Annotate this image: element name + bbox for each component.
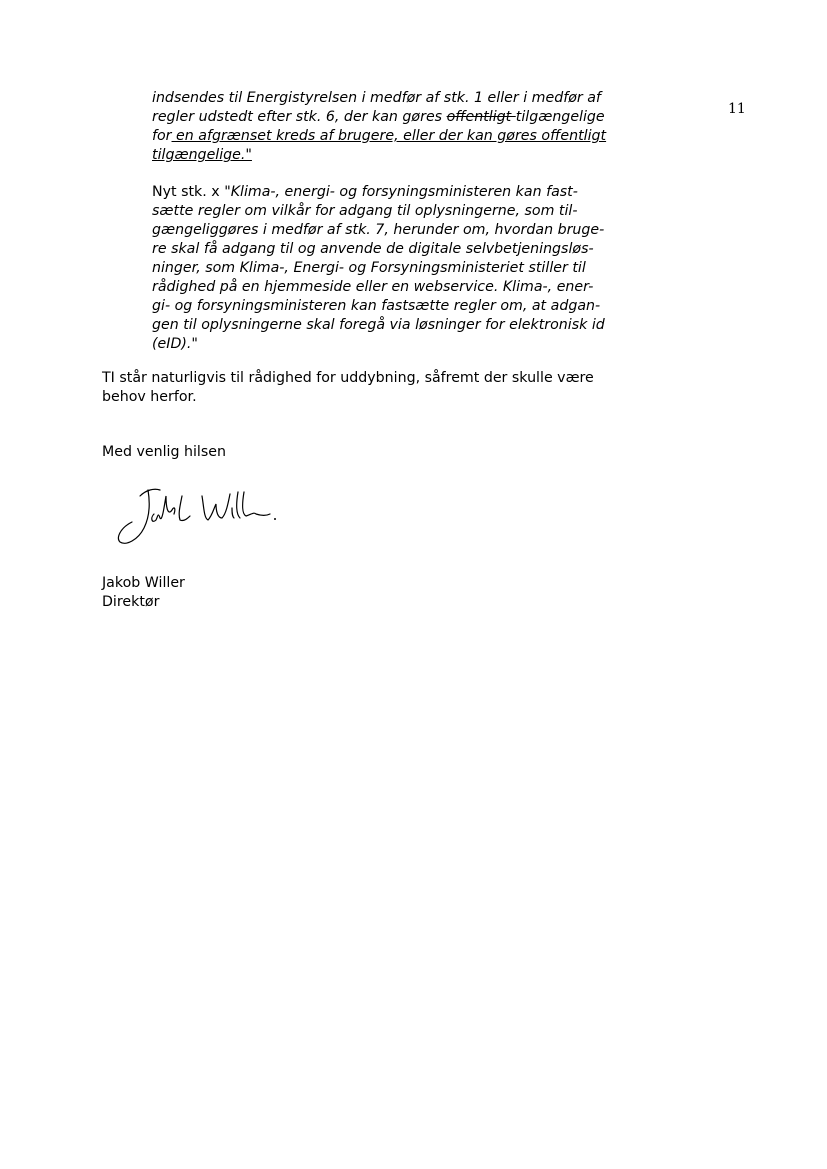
- amendment-1-line-1: indsendes til Energistyrelsen i medfør af stk. 1 eller i medfør af: [152, 90, 601, 106]
- closing-line-1: TI står naturligvis til rådighed for uddybning, såfremt der skulle være: [102, 370, 594, 386]
- page-number: 11: [728, 101, 746, 117]
- amendment-1-line-3-start: for: [152, 128, 172, 144]
- closing-line-2: behov herfor.: [102, 389, 197, 405]
- amendment-1-line-2-end: tilgængelige: [515, 109, 605, 125]
- closing-paragraph: [102, 369, 662, 407]
- signature-image: [110, 478, 280, 553]
- inserted-text-1: en afgrænset kreds af brugere, eller der kan gøres offentligt: [171, 128, 607, 144]
- amendment-text-1: [152, 89, 652, 165]
- amendment-2-line-4: re skal få adgang til og anvende de digitale selvbetjeningsløs-: [152, 241, 594, 257]
- amendment-2-line-2: sætte regler om vilkår for adgang til oplysningerne, som til-: [152, 203, 578, 219]
- amendment-2-line-1: [152, 183, 652, 202]
- signer-name: Jakob Willer: [102, 575, 185, 591]
- amendment-2-line-5: ninger, som Klima-, Energi- og Forsyningsministeriet stiller til: [152, 260, 586, 276]
- deleted-word: offentligt: [446, 109, 516, 125]
- amendment-text-2: [152, 183, 652, 354]
- amendment-2-line-6: rådighed på en hjemmeside eller en webservice. Klima-, ener-: [152, 279, 594, 295]
- amendment-1-line-2: [152, 108, 652, 127]
- amendment-2-line-7: gi- og forsyningsministeren kan fastsætte regler om, at adgan-: [152, 298, 601, 314]
- greeting: Med venlig hilsen: [102, 444, 226, 460]
- signer-title: Direktør: [102, 594, 160, 610]
- amendment-1-line-2-text: regler udstedt efter stk. 6, der kan gøres: [152, 109, 447, 125]
- amendment-2-line-8: gen til oplysningerne skal foregå via løsninger for elektronisk id: [152, 317, 605, 333]
- amendment-2-line-1-text: "Klima-, energi- og forsyningsministeren kan fast-: [224, 184, 578, 200]
- amendment-2-intro: Nyt stk. x: [152, 184, 225, 200]
- amendment-2-line-3: gængeliggøres i medfør af stk. 7, herunder om, hvordan bruge-: [152, 222, 605, 238]
- signer-block: [102, 574, 662, 612]
- amendment-2-line-9: (eID).": [152, 336, 198, 352]
- inserted-text-2: tilgængelige.": [152, 147, 252, 163]
- amendment-1-line-3: [152, 127, 652, 146]
